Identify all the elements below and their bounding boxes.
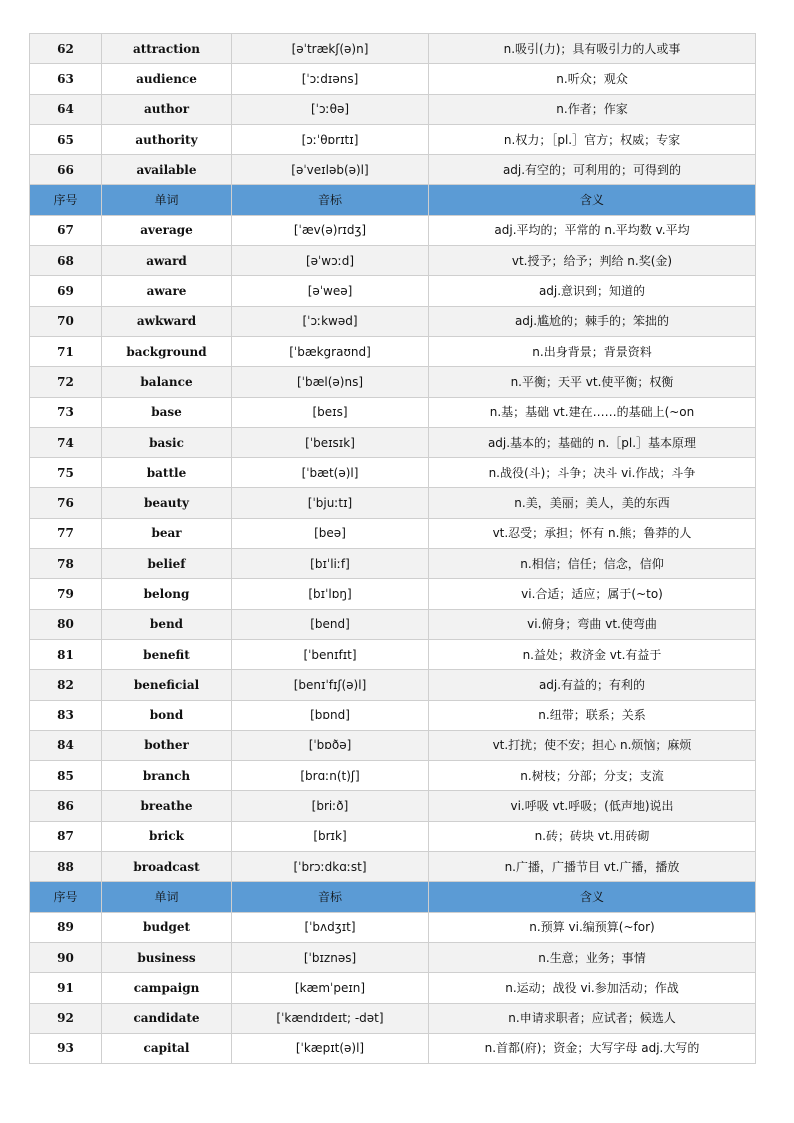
table-row	[30, 458, 756, 488]
table-row	[30, 124, 756, 154]
entry-phonetic: [ˈbækgraʊnd]	[232, 336, 429, 366]
table-row	[30, 34, 756, 64]
entry-number: 84	[30, 730, 102, 760]
entry-phonetic: [ɔːˈθɒrɪtɪ]	[232, 124, 429, 154]
entry-phonetic: [ˈɔːkwəd]	[232, 306, 429, 336]
table-row	[30, 1033, 756, 1063]
entry-meaning: n.益处；救济金 vt.有益于	[429, 639, 756, 669]
entry-number: 66	[30, 155, 102, 185]
entry-number: 63	[30, 64, 102, 94]
entry-meaning: n.树枝；分部；分支；支流	[429, 761, 756, 791]
entry-meaning: n.听众；观众	[429, 64, 756, 94]
entry-phonetic: [ˈbæl(ə)ns]	[232, 367, 429, 397]
entry-word: awkward	[102, 306, 232, 336]
entry-number: 68	[30, 246, 102, 276]
table-row	[30, 761, 756, 791]
entry-number: 90	[30, 942, 102, 972]
entry-meaning: n.生意；业务；事情	[429, 942, 756, 972]
entry-meaning: n.出身背景；背景资料	[429, 336, 756, 366]
entry-number: 82	[30, 670, 102, 700]
entry-number: 71	[30, 336, 102, 366]
entry-number: 73	[30, 397, 102, 427]
table-row	[30, 609, 756, 639]
entry-word: bond	[102, 700, 232, 730]
entry-phonetic: [ˈbæt(ə)l]	[232, 458, 429, 488]
entry-number: 93	[30, 1033, 102, 1063]
table-row	[30, 639, 756, 669]
entry-meaning: n.权力；［pl.］官方；权威；专家	[429, 124, 756, 154]
entry-phonetic: [ˈbjuːtɪ]	[232, 488, 429, 518]
entry-meaning: n.砖；砖块 vt.用砖砌	[429, 821, 756, 851]
table-row	[30, 670, 756, 700]
entry-meaning: adj.平均的；平常的 n.平均数 v.平均	[429, 215, 756, 245]
entry-word: aware	[102, 276, 232, 306]
entry-word: background	[102, 336, 232, 366]
entry-number: 89	[30, 912, 102, 942]
entry-phonetic: [əˈweə]	[232, 276, 429, 306]
entry-meaning: n.预算 vi.编预算(~for)	[429, 912, 756, 942]
section-header-row	[30, 882, 756, 912]
entry-phonetic: [briːð]	[232, 791, 429, 821]
entry-meaning: n.吸引(力)；具有吸引力的人或事	[429, 34, 756, 64]
entry-meaning: n.运动；战役 vi.参加活动；作战	[429, 973, 756, 1003]
entry-phonetic: [ˈbrɔːdkɑːst]	[232, 852, 429, 882]
entry-number: 78	[30, 549, 102, 579]
table-row	[30, 730, 756, 760]
entry-phonetic: [bend]	[232, 609, 429, 639]
table-row	[30, 246, 756, 276]
entry-meaning: vt.打扰；使不安；担心 n.烦恼；麻烦	[429, 730, 756, 760]
table-row	[30, 821, 756, 851]
entry-word: audience	[102, 64, 232, 94]
entry-word: capital	[102, 1033, 232, 1063]
entry-meaning: n.广播，广播节目 vt.广播，播放	[429, 852, 756, 882]
entry-word: business	[102, 942, 232, 972]
table-row	[30, 852, 756, 882]
entry-word: battle	[102, 458, 232, 488]
entry-phonetic: [ˈkæpɪt(ə)l]	[232, 1033, 429, 1063]
entry-word: branch	[102, 761, 232, 791]
entry-word: belong	[102, 579, 232, 609]
entry-word: base	[102, 397, 232, 427]
entry-number: 86	[30, 791, 102, 821]
entry-number: 62	[30, 34, 102, 64]
entry-number: 83	[30, 700, 102, 730]
table-row	[30, 549, 756, 579]
entry-phonetic: [brɑːn(t)ʃ]	[232, 761, 429, 791]
table-row	[30, 367, 756, 397]
entry-phonetic: [ˈɔːθə]	[232, 94, 429, 124]
table-row	[30, 791, 756, 821]
entry-word: average	[102, 215, 232, 245]
entry-phonetic: [beə]	[232, 518, 429, 548]
table-row	[30, 579, 756, 609]
table-row	[30, 64, 756, 94]
entry-meaning: adj.意识到；知道的	[429, 276, 756, 306]
entry-number: 88	[30, 852, 102, 882]
entry-word: author	[102, 94, 232, 124]
table-row	[30, 215, 756, 245]
header-word: 单词	[102, 882, 232, 912]
entry-number: 72	[30, 367, 102, 397]
entry-word: brick	[102, 821, 232, 851]
entry-meaning: vi.俯身；弯曲 vt.使弯曲	[429, 609, 756, 639]
entry-word: breathe	[102, 791, 232, 821]
entry-number: 76	[30, 488, 102, 518]
entry-phonetic: [bɒnd]	[232, 700, 429, 730]
header-phonetic: 音标	[232, 185, 429, 215]
table-row	[30, 518, 756, 548]
table-row	[30, 336, 756, 366]
entry-meaning: n.相信；信任；信念，信仰	[429, 549, 756, 579]
header-num: 序号	[30, 185, 102, 215]
entry-word: authority	[102, 124, 232, 154]
entry-number: 67	[30, 215, 102, 245]
entry-phonetic: [ˈbenɪfɪt]	[232, 639, 429, 669]
entry-word: broadcast	[102, 852, 232, 882]
entry-phonetic: [ˈæv(ə)rɪdʒ]	[232, 215, 429, 245]
table-row	[30, 276, 756, 306]
entry-word: beauty	[102, 488, 232, 518]
entry-phonetic: [əˈveɪləb(ə)l]	[232, 155, 429, 185]
header-word: 单词	[102, 185, 232, 215]
entry-number: 77	[30, 518, 102, 548]
entry-meaning: n.申请求职者；应试者；候选人	[429, 1003, 756, 1033]
table-row	[30, 1003, 756, 1033]
entry-word: campaign	[102, 973, 232, 1003]
entry-phonetic: [ˈɔːdɪəns]	[232, 64, 429, 94]
entry-meaning: n.作者；作家	[429, 94, 756, 124]
entry-phonetic: [benɪˈfɪʃ(ə)l]	[232, 670, 429, 700]
entry-meaning: adj.有益的；有利的	[429, 670, 756, 700]
entry-meaning: vt.授予；给予；判给 n.奖(金)	[429, 246, 756, 276]
table-row	[30, 427, 756, 457]
table-row	[30, 306, 756, 336]
table-row	[30, 94, 756, 124]
entry-meaning: adj.有空的；可利用的；可得到的	[429, 155, 756, 185]
entry-number: 81	[30, 639, 102, 669]
entry-phonetic: [ˈbɒðə]	[232, 730, 429, 760]
entry-meaning: adj.尴尬的；棘手的；笨拙的	[429, 306, 756, 336]
entry-word: bear	[102, 518, 232, 548]
entry-number: 69	[30, 276, 102, 306]
table-row	[30, 700, 756, 730]
entry-number: 87	[30, 821, 102, 851]
entry-word: belief	[102, 549, 232, 579]
table-row	[30, 397, 756, 427]
entry-phonetic: [brɪk]	[232, 821, 429, 851]
entry-meaning: vt.忍受；承担；怀有 n.熊；鲁莽的人	[429, 518, 756, 548]
table-row	[30, 942, 756, 972]
entry-word: budget	[102, 912, 232, 942]
vocabulary-table-body	[30, 34, 756, 1064]
entry-number: 85	[30, 761, 102, 791]
entry-number: 74	[30, 427, 102, 457]
entry-word: available	[102, 155, 232, 185]
entry-meaning: n.平衡；天平 vt.使平衡；权衡	[429, 367, 756, 397]
entry-word: beneficial	[102, 670, 232, 700]
entry-word: candidate	[102, 1003, 232, 1033]
header-meaning: 含义	[429, 882, 756, 912]
entry-word: benefit	[102, 639, 232, 669]
entry-phonetic: [ˈbɪznəs]	[232, 942, 429, 972]
entry-number: 70	[30, 306, 102, 336]
entry-word: bend	[102, 609, 232, 639]
table-row	[30, 155, 756, 185]
entry-number: 91	[30, 973, 102, 1003]
vocabulary-table	[29, 33, 756, 1064]
entry-number: 65	[30, 124, 102, 154]
entry-phonetic: [ˈkændɪdeɪt; -dət]	[232, 1003, 429, 1033]
entry-word: award	[102, 246, 232, 276]
entry-word: balance	[102, 367, 232, 397]
entry-number: 79	[30, 579, 102, 609]
entry-number: 64	[30, 94, 102, 124]
header-num: 序号	[30, 882, 102, 912]
entry-word: attraction	[102, 34, 232, 64]
entry-phonetic: [kæmˈpeɪn]	[232, 973, 429, 1003]
entry-word: bother	[102, 730, 232, 760]
entry-meaning: vi.合适；适应；属于(~to)	[429, 579, 756, 609]
header-meaning: 含义	[429, 185, 756, 215]
entry-word: basic	[102, 427, 232, 457]
entry-meaning: n.纽带；联系；关系	[429, 700, 756, 730]
table-row	[30, 973, 756, 1003]
table-row	[30, 488, 756, 518]
entry-meaning: n.战役(斗)；斗争；决斗 vi.作战；斗争	[429, 458, 756, 488]
entry-phonetic: [əˈwɔːd]	[232, 246, 429, 276]
header-phonetic: 音标	[232, 882, 429, 912]
section-header-row	[30, 185, 756, 215]
entry-phonetic: [bɪˈliːf]	[232, 549, 429, 579]
entry-number: 92	[30, 1003, 102, 1033]
entry-meaning: n.基；基础 vt.建在……的基础上(~on	[429, 397, 756, 427]
entry-number: 75	[30, 458, 102, 488]
entry-phonetic: [ˈbʌdʒɪt]	[232, 912, 429, 942]
entry-meaning: adj.基本的；基础的 n.［pl.］基本原理	[429, 427, 756, 457]
entry-meaning: n.首都(府)；资金；大写字母 adj.大写的	[429, 1033, 756, 1063]
entry-phonetic: [ˈbeɪsɪk]	[232, 427, 429, 457]
entry-phonetic: [əˈtrækʃ(ə)n]	[232, 34, 429, 64]
entry-number: 80	[30, 609, 102, 639]
entry-meaning: vi.呼吸 vt.呼吸；(低声地)说出	[429, 791, 756, 821]
entry-meaning: n.美，美丽；美人，美的东西	[429, 488, 756, 518]
entry-phonetic: [bɪˈlɒŋ]	[232, 579, 429, 609]
table-row	[30, 912, 756, 942]
entry-phonetic: [beɪs]	[232, 397, 429, 427]
